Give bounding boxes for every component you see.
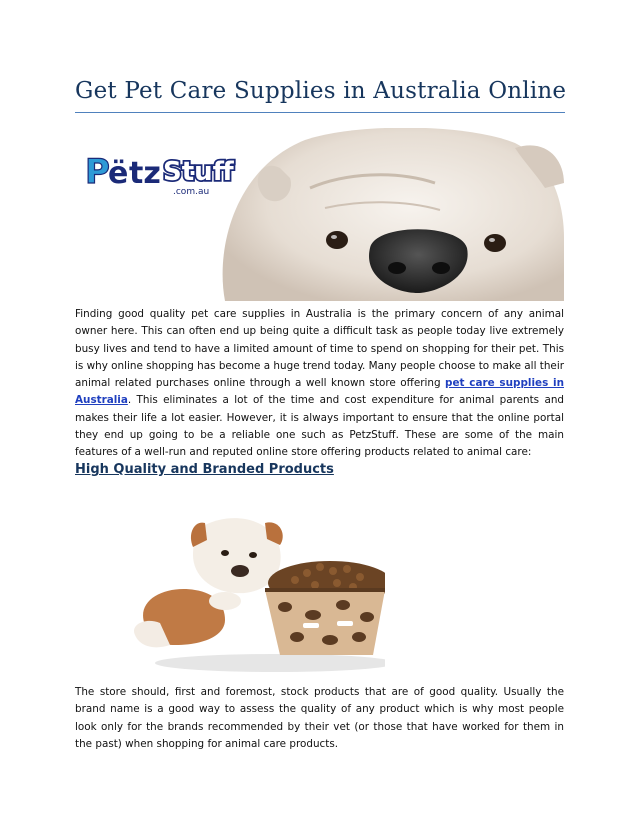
svg-text:ë: ë	[108, 156, 129, 191]
puppy-food-bowl-image	[75, 505, 385, 675]
quality-paragraph: The store should, first and foremost, stock products that are of good quality. Usually the brand name is a good way to assess the quality of any product which is why most people look only for the brands recommended by their vet (or those that have worked for them in the past) when shopping for animal care products.	[75, 686, 564, 750]
puppy-illustration	[75, 505, 385, 675]
svg-text:.com.au: .com.au	[173, 187, 210, 197]
svg-text:P: P	[85, 152, 110, 192]
page-title: Get Pet Care Supplies in Australia Online	[75, 78, 567, 104]
intro-text-start: Finding good quality pet care supplies in Australia is the primary concern of any animal owner here. This can often end up being quite a difficult task as people today live extremely busy lives and tend to have a limited amount of time to spend on shopping for their pet. This is why online shopping has become a huge trend today. Many people choose to make all their animal related purchases online through a well known store offering	[75, 308, 564, 390]
svg-text:tz: tz	[129, 156, 161, 191]
svg-text:Stuff: Stuff	[163, 157, 234, 187]
hero-image	[75, 128, 564, 301]
bulldog-banner-illustration	[75, 128, 564, 301]
title-underline	[75, 112, 565, 113]
intro-paragraph	[75, 306, 564, 462]
petzstuff-logo	[81, 140, 235, 206]
pet-care-supplies-link[interactable]: pet care supplies in Australia	[75, 377, 565, 407]
intro-text-end: . This eliminates a lot of the time and cost expenditure for animal parents and makes their life a lot easier. However, it is always important to ensure that the online portal they end up going to be a reliable one such as PetzStuff. These are some of the main features of a well-run and reputed online store offering products related to animal care:	[75, 394, 564, 459]
section-heading: High Quality and Branded Products	[75, 462, 334, 477]
